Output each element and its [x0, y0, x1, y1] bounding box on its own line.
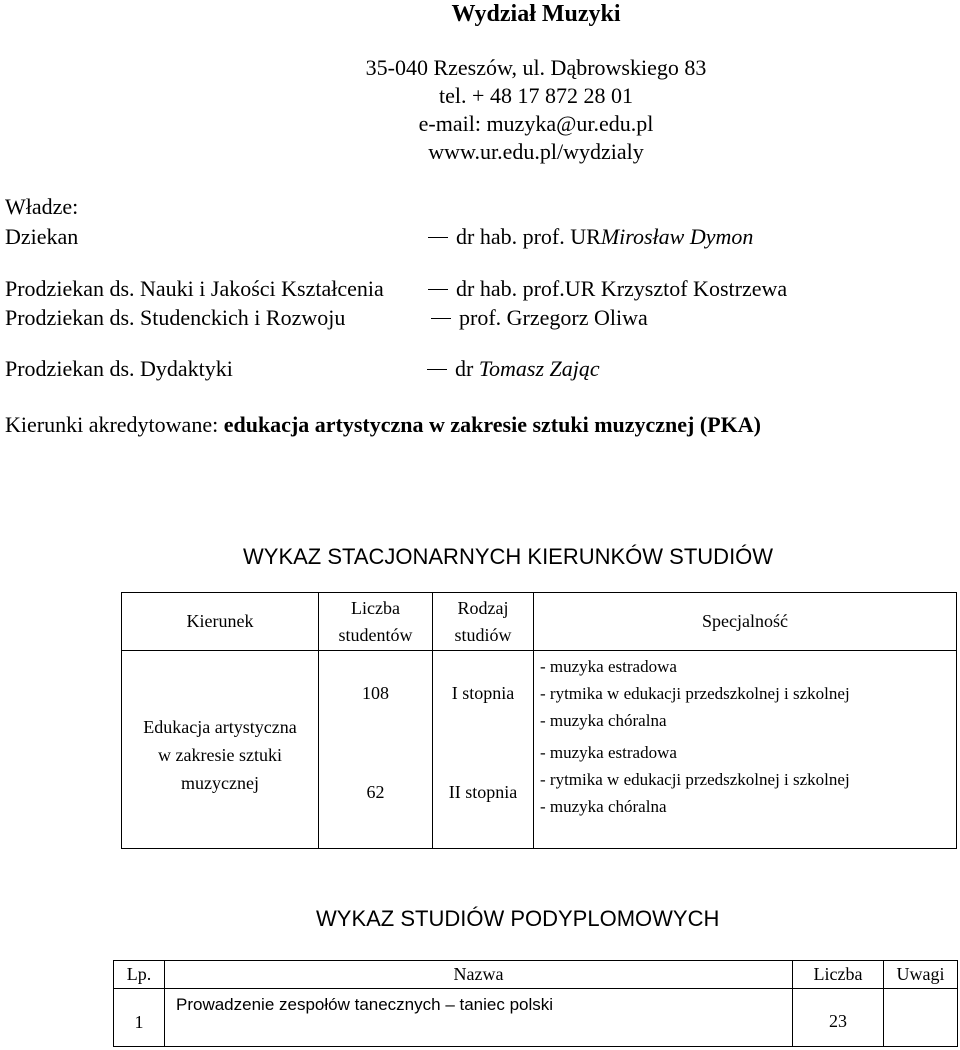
type-cell: I stopnia	[433, 651, 534, 737]
dean-prefix: dr hab. prof. UR	[456, 224, 601, 249]
count-cell: 23	[793, 989, 884, 1047]
address-line: 35-040 Rzeszów, ul. Dąbrowskiego 83	[365, 55, 707, 80]
dash-separator	[427, 369, 447, 370]
vice-dean-1-prefix: dr hab. prof.UR	[456, 276, 601, 301]
stationary-table	[121, 592, 957, 849]
vice-dean-3-person	[427, 356, 600, 382]
email-line: e-mail: muzyka@ur.edu.pl	[418, 111, 654, 136]
spec-cell: - muzyka estradowa - rytmika w edukacji przedszkolnej i szkolnej - muzyka chóralna	[534, 651, 957, 737]
dean-role: Dziekan	[5, 224, 79, 249]
vice-dean-3-name: Tomasz Zając	[478, 356, 600, 381]
header-type: Rodzaj studiów	[433, 593, 534, 651]
header-count: Liczba studentów	[319, 593, 433, 651]
www-line: www.ur.edu.pl/wydzialy	[428, 139, 644, 164]
dash-separator	[431, 318, 451, 319]
phone-line: tel. + 48 17 872 28 01	[439, 83, 633, 108]
name-cell: Prowadzenie zespołów tanecznych – taniec polski	[165, 989, 793, 1047]
faculty-title: Wydział Muzyki	[451, 1, 621, 27]
vice-dean-1-role: Prodziekan ds. Nauki i Jakości Kształcenia	[5, 276, 384, 301]
lp-cell: 1	[114, 989, 165, 1047]
header-field: Kierunek	[122, 593, 319, 651]
field-cell: Edukacja artystyczna w zakresie sztuki muzycznej	[122, 651, 319, 849]
stationary-heading: WYKAZ STACJONARNYCH KIERUNKÓW STUDIÓW	[243, 544, 774, 569]
vice-dean-2-name: prof. Grzegorz Oliwa	[459, 305, 648, 330]
faculty-contact	[0, 54, 960, 166]
header-count: Liczba	[793, 961, 884, 989]
vice-dean-3-role: Prodziekan ds. Dydaktyki	[5, 356, 233, 381]
postgraduate-heading: WYKAZ STUDIÓW PODYPLOMOWYCH	[316, 906, 720, 931]
header-notes: Uwagi	[884, 961, 958, 989]
vice-dean-1-name: Krzysztof Kostrzewa	[600, 276, 788, 301]
dean-name: Mirosław Dymon	[600, 224, 754, 249]
accredited-fields	[5, 412, 761, 438]
header-spec: Specjalność	[534, 593, 957, 651]
table-header-row	[122, 593, 957, 651]
dash-separator	[428, 237, 448, 238]
accredited-label: Kierunki akredytowane:	[5, 412, 224, 437]
authorities-heading: Władze:	[5, 194, 79, 219]
count-cell: 62	[319, 737, 433, 849]
count-cell: 108	[319, 651, 433, 737]
accredited-value: edukacja artystyczna w zakresie sztuki muzycznej (PKA)	[223, 412, 761, 437]
notes-cell	[884, 989, 958, 1047]
dash-separator	[428, 289, 448, 290]
table-row	[122, 651, 957, 737]
dean-person	[428, 224, 753, 250]
vice-dean-3-prefix: dr	[455, 356, 479, 381]
table-row	[114, 989, 958, 1047]
type-cell: II stopnia	[433, 737, 534, 849]
vice-dean-1-person	[428, 276, 787, 302]
vice-dean-2-person	[431, 305, 648, 331]
vice-dean-2-role: Prodziekan ds. Studenckich i Rozwoju	[5, 305, 346, 330]
table-header-row	[114, 961, 958, 989]
header-lp: Lp.	[114, 961, 165, 989]
postgraduate-table	[113, 960, 958, 1047]
spec-cell: - muzyka estradowa - rytmika w edukacji przedszkolnej i szkolnej - muzyka chóralna	[534, 737, 957, 849]
header-name: Nazwa	[165, 961, 793, 989]
